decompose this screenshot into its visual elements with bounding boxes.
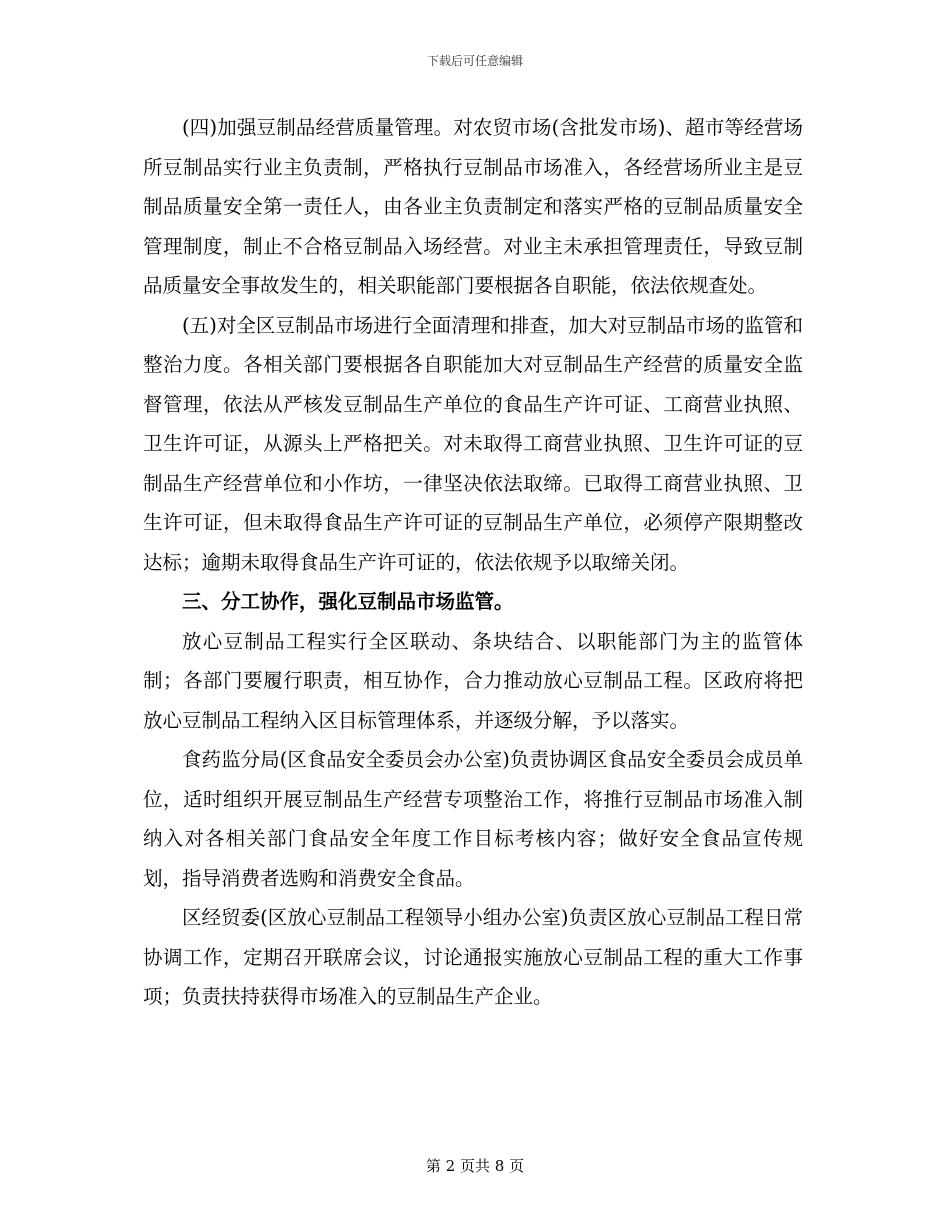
document-body bbox=[143, 108, 803, 1017]
paragraph-economic-trade-committee: 区经贸委(区放心豆制品工程领导小组办公室)负责区放心豆制品工程日常协调工作，定期召开联席会议，讨论通报实施放心豆制品工程的重大工作事项；负责扶持获得市场准入的豆制品生产企业。 bbox=[143, 906, 803, 1008]
paragraph-supervision-system: 放心豆制品工程实行全区联动、条块结合、以职能部门为主的监管体制；各部门要履行职责，相互协作，合力推动放心豆制品工程。区政府将把放心豆制品工程纳入区目标管理体系，并逐级分解，予以落实。 bbox=[143, 629, 803, 732]
paragraph-section-4: (四)加强豆制品经营质量管理。对农贸市场(含批发市场)、超市等经营场所豆制品实行业主负责制，严格执行豆制品市场准入，各经营场所业主是豆制品质量安全第一责任人，由各业主负责制定和落实严格的豆制品质量安全管理制度，制止不合格豆制品入场经营。对业主未承担管理责任，导致豆制品质量安全事故发生的，相关职能部门要根据各自职能，依法依规查处。 bbox=[143, 116, 803, 297]
section-heading: 三、分工协作，强化豆制品市场监管。 bbox=[182, 590, 514, 613]
page-number: 第 2 页共 8 页 bbox=[425, 1157, 525, 1175]
paragraph-section-5: (五)对全区豆制品市场进行全面清理和排查，加大对豆制品市场的监管和整治力度。各相关部门要根据各自职能加大对豆制品生产经营的质量安全监督管理，依法从严核发豆制品生产单位的食品生产许可证、工商营业执照、卫生许可证，从源头上严格把关。对未取得工商营业执照、卫生许可证的豆制品生产经营单位和小作坊，一律坚决依法取缔。已取得工商营业执照、卫生许可证，但未取得食品生产许可证的豆制品生产单位，必须停产限期整改达标；逾期未取得食品生产许可证的，依法依规予以取缔关闭。 bbox=[143, 313, 803, 574]
page-header: 下载后可任意编辑 bbox=[426, 54, 523, 68]
paragraph-food-drug-bureau: 食药监分局(区食品安全委员会办公室)负责协调区食品安全委员会成员单位，适时组织开展豆制品生产经营专项整治工作，将推行豆制品市场准入制纳入对各相关部门食品安全年度工作目标考核内容；做好安全食品宣传规划，指导消费者选购和消费安全食品。 bbox=[143, 748, 803, 890]
